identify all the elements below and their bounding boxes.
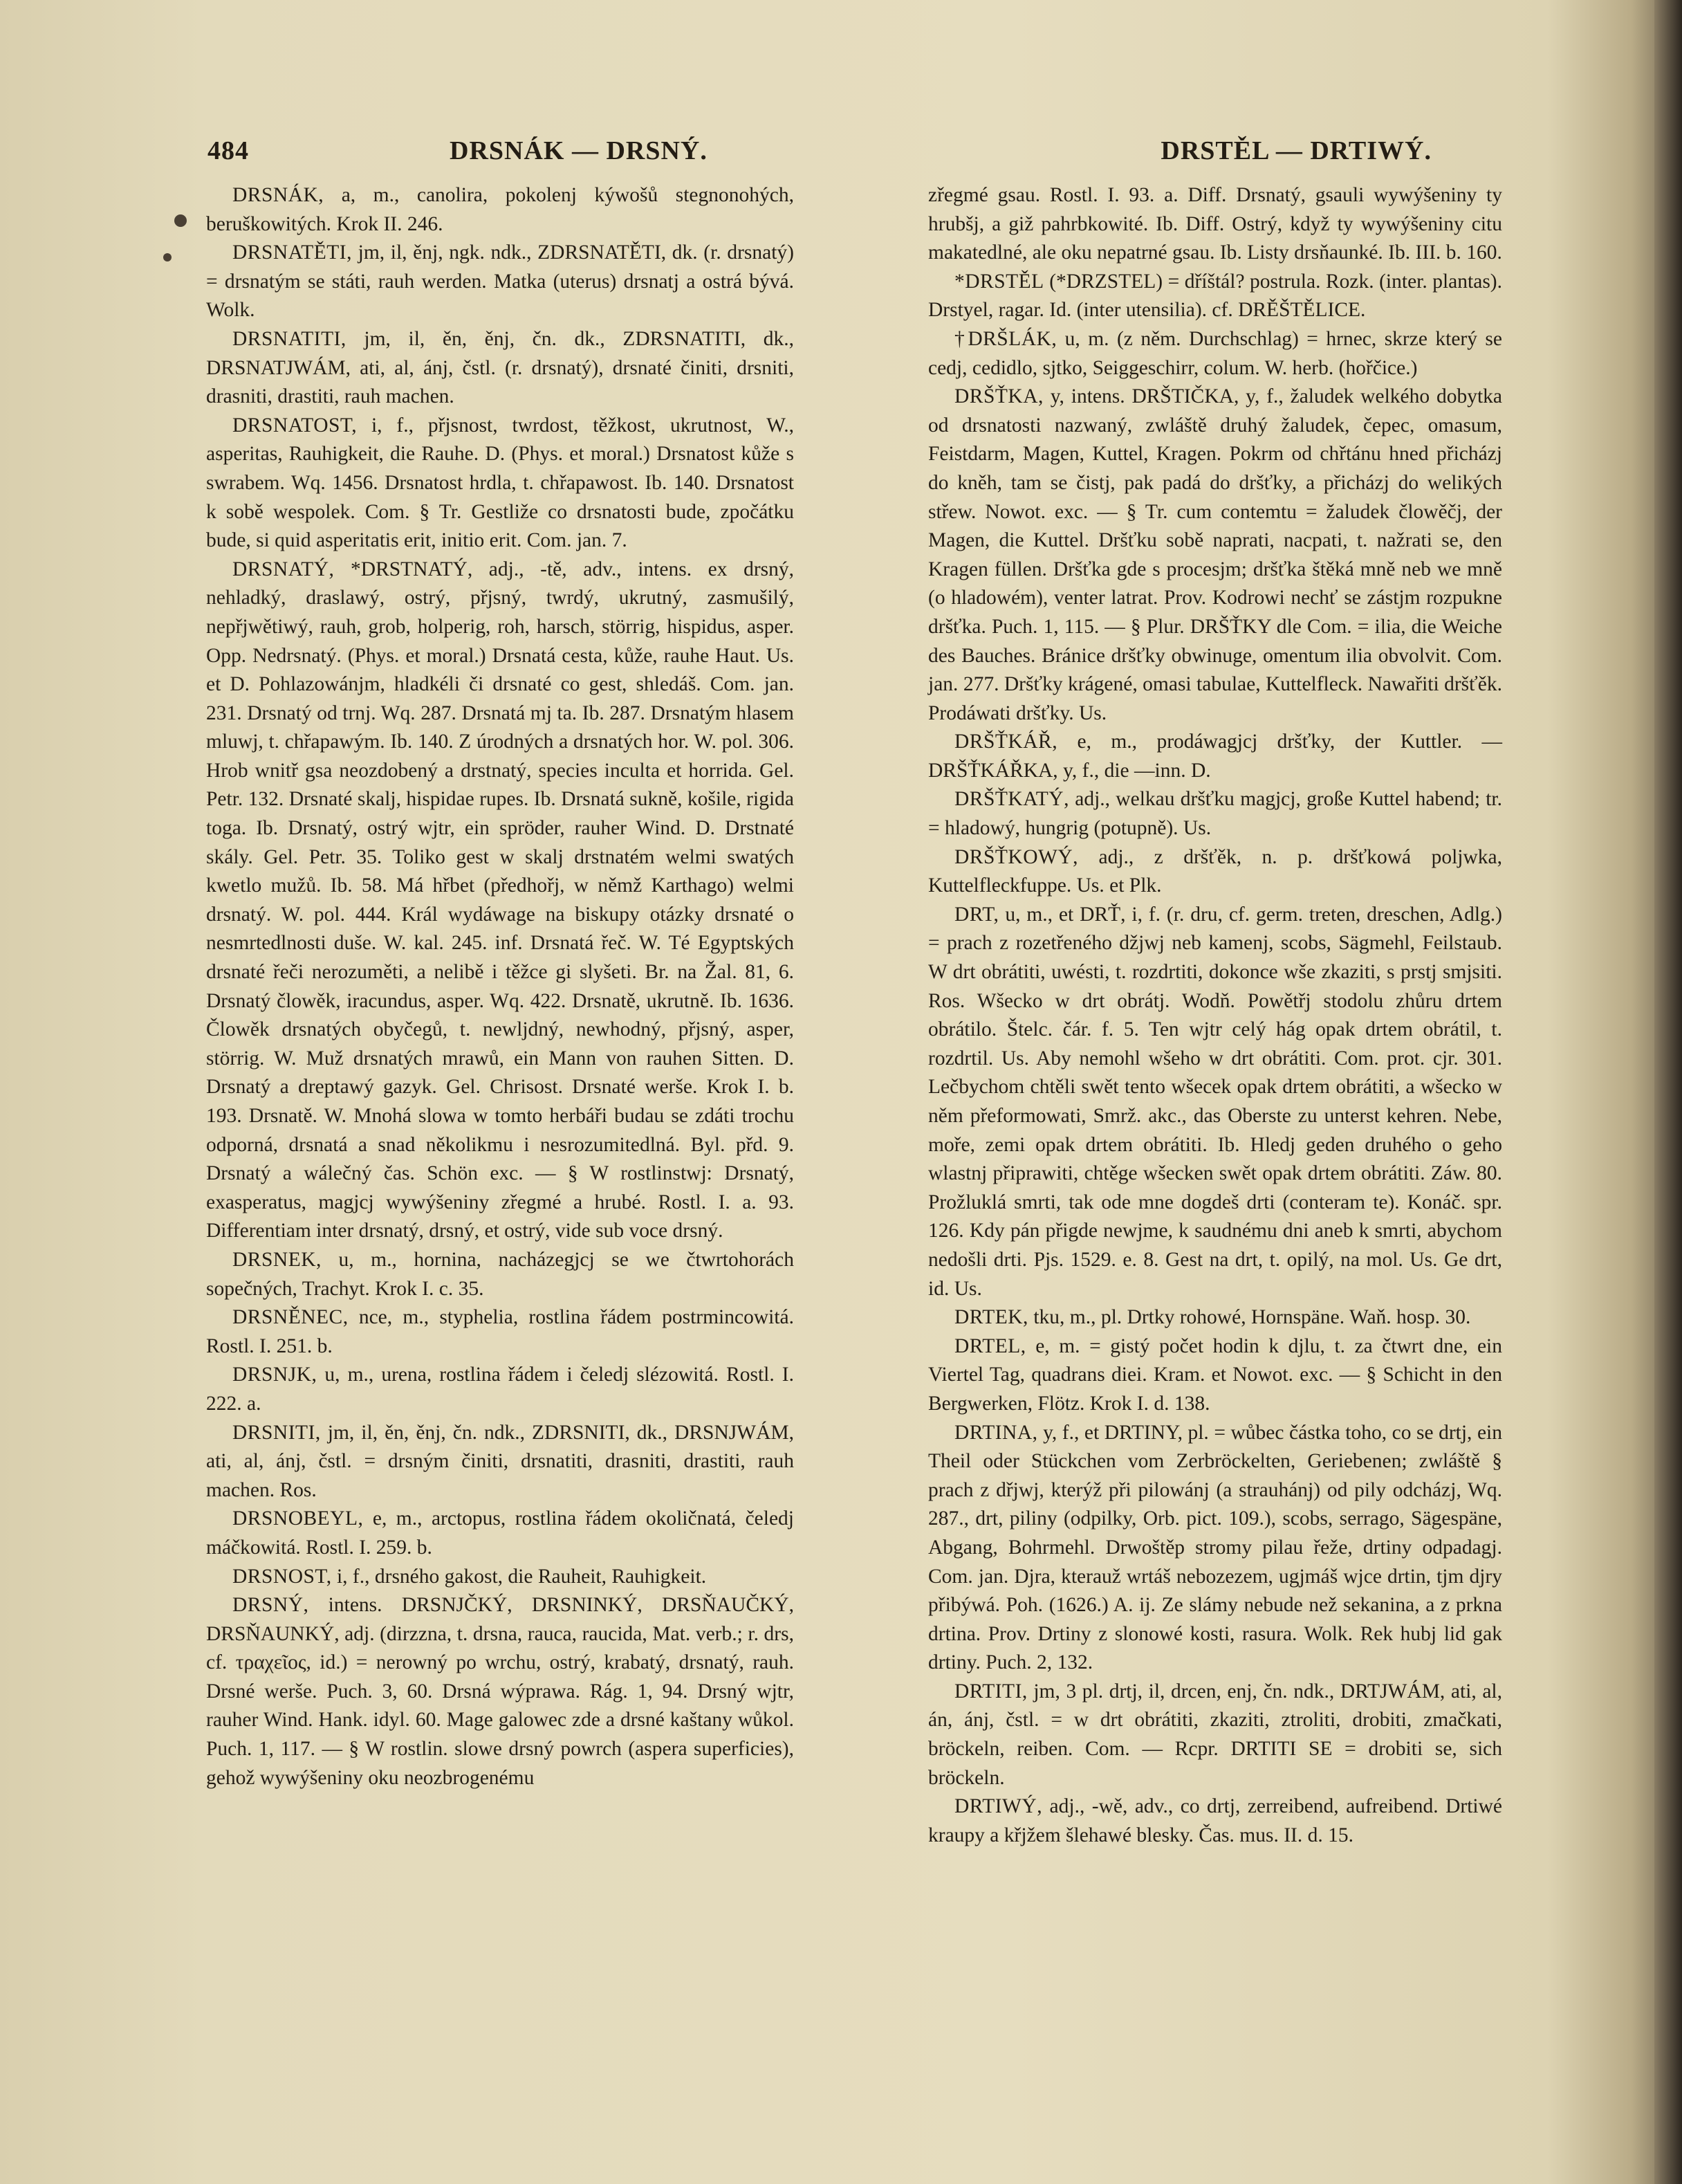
entry-definition: e, m., arctopus, rostlina řádem okoličnatá, čeledj máčkowitá. Rostl. I. 259. b.	[206, 1507, 794, 1559]
dictionary-entry	[928, 383, 1502, 728]
entry-headword: DRTIWÝ,	[954, 1795, 1043, 1818]
entry-headword: DRSNITI,	[232, 1421, 321, 1444]
ink-blot	[174, 214, 187, 227]
entry-headword: DRSNOBEYL,	[232, 1507, 364, 1530]
dictionary-entry	[206, 556, 794, 1246]
page-header	[207, 136, 1432, 170]
dictionary-entry	[206, 1303, 794, 1361]
entry-headword: DRSNATOST,	[232, 414, 358, 437]
dictionary-entry	[928, 728, 1502, 785]
entry-definition: jm, il, ěnj, ngk. ndk., ZDRSNATĚTI, dk. (r. drsnatý) = drsnatým se státi, rauh werden. Matka (uterus) drsnatj a ostrá bývá. Wolk.	[206, 241, 794, 322]
dictionary-entry	[928, 268, 1502, 325]
entry-headword: DRT,	[954, 903, 999, 926]
dictionary-entry	[206, 412, 794, 556]
entry-headword: DRŠŤKA,	[954, 385, 1044, 408]
entry-definition: u, m., urena, rostlina řádem i čeledj slézowitá. Rostl. I. 222. a.	[206, 1364, 794, 1415]
dictionary-entry	[206, 1505, 794, 1562]
entry-definition: adj., welkau dršťku magjcj, große Kuttel habend; tr. = hladowý, hungrig (potupně). Us.	[928, 788, 1502, 840]
entry-headword: DRSNATÝ,	[232, 558, 335, 580]
entry-definition: jm, 3 pl. drtj, il, drcen, enj, čn. ndk., DRTJWÁM, ati, al, án, ánj, čstl. = w drt obrátiti, zkaziti, ztroliti, drobiti, zmačkati, bröckeln, reiben. Com. — Rcpr. DRTITI SE = drobiti se, sich bröckeln.	[928, 1680, 1502, 1789]
dictionary-entry	[928, 325, 1502, 383]
entry-headword: DRTINA,	[954, 1421, 1038, 1444]
entry-headword: DRSNÝ,	[232, 1594, 309, 1617]
entry-headword: DRSNATITI,	[232, 327, 346, 350]
entry-definition: (*DRZSTEL) = dříštál? postrula. Rozk. (inter. plantas). Drstyel, ragar. Id. (inter utensilia). cf. DRĚŠTĚLICE.	[928, 270, 1502, 322]
entry-definition: tku, m., pl. Drtky rohowé, Hornspäne. Waň. hosp. 30.	[1028, 1306, 1471, 1329]
dictionary-entry	[206, 1563, 794, 1592]
dictionary-entry	[928, 1419, 1502, 1678]
entry-definition: y, intens. DRŠTIČKA, y, f., žaludek welkého dobytka od drsnatosti nazwaný, zwláště druhý žaludek, čepec, omasum, Feistdarm, Magen, Kuttel, Kragen. Pokrm od chřtánu hned přicházj do kněh, tam se čistj, pak padá do dršťky, a přicházj do welikých střew. Nowot. exc. — § Tr. cum contemtu = žaludek člowěčj, der Magen, die Kuttel. Dršťku sobě naprati, nacpati, t. nažrati se, den Kragen füllen. Dršťka gde s procesjm; dršťka štěká mně neb we mně (o hladowém), venter latrat. Prov. Kodrowi nechť se zástjm rozpukne dršťka. Puch. 1, 115. — § Plur. DRŠŤKY dle Com. = ilia, die Weiche des Bauches. Bránice dršťky obwinuge, omentum ilia obvolvit. Com. jan. 277. Dršťky krágené, omasi tabulae, Kuttelfleck. Nawařiti dršťěk. Prodáwati dršťky. Us.	[928, 385, 1502, 724]
right-column	[928, 181, 1502, 1850]
entry-headword: †DRŠLÁK,	[954, 327, 1057, 350]
entry-definition: adj., -wě, adv., co drtj, zerreibend, aufreibend. Drtiwé kraupy a křjžem šlehawé blesky. Čas. mus. II. d. 15.	[928, 1795, 1502, 1846]
entry-definition: zřegmé gsau. Rostl. I. 93. a. Diff. Drsnatý, gsauli wywýšeniny ty hrubšj, a giž pahrbkowité. Ib. Diff. Ostrý, když ty wywýšeniny citu makatedlné, ale oku nepatrné gsau. Ib. Listy drsňaunké. Ib. III. b. 160.	[928, 184, 1502, 264]
dictionary-entry	[206, 239, 794, 325]
dictionary-entry	[206, 325, 794, 412]
right-running-head: DRSTĚL — DRTIWÝ.	[1161, 136, 1432, 165]
dictionary-entry	[928, 1792, 1502, 1850]
entry-definition: jm, il, ěn, ěnj, čn. dk., ZDRSNATITI, dk., DRSNATJWÁM, ati, al, ánj, čstl. (r. drsnatý), drsnaté činiti, drsniti, drasniti, drastiti, rauh machen.	[206, 327, 794, 408]
entry-headword: DRŠŤKÁŘ,	[954, 731, 1058, 753]
page-number: 484	[207, 136, 249, 165]
entry-definition: e, m., prodáwagjcj dršťky, der Kuttler. — DRŠŤKÁŘKA, y, f., die —inn. D.	[928, 731, 1502, 782]
entry-headword: DRŠŤKOWÝ,	[954, 845, 1079, 868]
entry-headword: DRSNJK,	[232, 1364, 317, 1386]
dictionary-entry	[206, 181, 794, 239]
dictionary-entry	[206, 1361, 794, 1418]
entry-definition: a, m., canolira, pokolenj kýwošů stegnonohých, beruškowitých. Krok II. 246.	[206, 184, 794, 235]
dictionary-entry	[206, 1591, 794, 1792]
dictionary-entry	[928, 785, 1502, 843]
entry-definition: u, m., et DRŤ, i, f. (r. dru, cf. germ. treten, dreschen, Adlg.) = prach z rozetřeného džjwj neb kamenj, scobs, Sägmehl, Feilstaub. W drt obrátiti, uwésti, t. rozdrtiti, dokonce wše zkaziti, s prstj smjsiti. Ros. Wšecko w drt obrátj. Wodň. Powětřj stodolu zhůru drtem obrátilo. Štelc. čár. f. 5. Ten wjtr celý hág opak drtem obrátil, t. rozdrtil. Us. Aby nemohl wšeho w drt obrátiti. Com. prot. cjr. 301. Lečbychom chtěli swět tento wšecek opak drtem obrátiti, a wšecko w něm přeformowati, Smrž. akc., das Oberste zu unterst kehren. Nebe, moře, zemi opak drtem obrátiti. Ib. Hledj geden druhého o geho wlastnj připrawiti, chtěge wšecken swět opak drtem obrátiti. Záw. 80. Prožluklá smrti, tak ode mne dogdeš drti (conteram te). Konáč. spr. 126. Kdy pán přigde newjme, k saudnému dni aneb k smrti, abychom nedošli drti. Pjs. 1529. e. 8. Gest na drt, t. opilý, na mol. Us. Ge drt, id. Us.	[928, 903, 1502, 1300]
dictionary-entry	[928, 901, 1502, 1303]
entry-definition: jm, il, ěn, ěnj, čn. ndk., ZDRSNITI, dk., DRSNJWÁM, ati, al, ánj, čstl. = drsným činiti, drsnatiti, drasniti, drastiti, rauh machen. Ros.	[206, 1421, 794, 1501]
entry-headword: DRSNATĚTI,	[232, 241, 352, 264]
entry-headword: DRSNEK,	[232, 1248, 322, 1271]
dictionary-entry	[928, 181, 1502, 268]
entry-headword: DRTEL,	[954, 1334, 1026, 1357]
dictionary-entry	[206, 1419, 794, 1505]
dictionary-entry	[928, 843, 1502, 901]
dictionary-entry	[928, 1303, 1502, 1332]
entry-headword: DRŠŤKATÝ,	[954, 788, 1069, 811]
entry-definition: i, f., přjsnost, twrdost, těžkost, ukrutnost, W., asperitas, Rauhigkeit, die Rauhe. D. (Phys. et moral.) Drsnatost kůže s swrabem. Wq. 1456. Drsnatost hrdla, t. chřapawost. Ib. 140. Drsnatost k sobě wespolek. Com. § Tr. Gestliže co drsnatosti bude, zpočátku bude, si quid asperitatis erit, initio erit. Com. jan. 7.	[206, 414, 794, 552]
entry-definition: *DRSTNATÝ, adj., -tě, adv., intens. ex drsný, nehladký, draslawý, ostrý, přjsný, twrdý, ukrutný, zasmušilý, nepřjwětiwý, rauh, grob, holperig, roh, harsch, störrig, hispidus, asper. Opp. Nedrsnatý. (Phys. et moral.) Drsnatá cesta, kůže, rauhe Haut. Us. et D. Pohlazowánjm, hladkéli či drsnaté co gest, shledáš. Com. jan. 231. Drsnatý od trnj. Wq. 287. Drsnatá mj ta. Ib. 287. Drsnatým hlasem mluwj, t. chřapawým. Ib. 140. Z úrodných a drsnatých hor. W. pol. 306. Hrob wnitř gsa neozdobený a drstnatý, species inculta et horrida. Gel. Petr. 132. Drsnaté skalj, hispidae rupes. Ib. Drsnatá sukně, košile, rigida toga. Ib. Drsnatý, ostrý wjtr, ein spröder, rauher Wind. D. Drstnaté skály. Gel. Petr. 35. Toliko gest w skalj drstnatém welmi swatých kwetlo mužů. Ib. 58. Má hřbet (předhořj, w němž Karthago) welmi drsnatý. W. pol. 444. Král wydáwage na biskupy otázky drsnaté o nesmrtedlnosti duše. W. kal. 245. inf. Drsnatá řeč. W. Té Egyptských drsnaté řeči nerozuměti, a nelibě i těžce gi slyšeti. Br. na Žal. 81, 6. Drsnatý člowěk, iracundus, asper. Wq. 422. Drsnatě, ukrutně. Ib. 1636. Člowěk drsnatých obyčegů, t. newljdný, newhodný, přjsný, asper, störrig. W. Muž drsnatých mrawů, ein Mann von rauhen Sitten. D. Drsnatý a dreptawý gazyk. Gel. Chrisost. Drsnaté werše. Krok I. b. 193. Drsnatě. W. Mnohá slowa w tomto herbáři budau se zdáti trochu odporná, drsnatá a snad několikmu i nesrozumitedlná. Byl. přd. 9. Drsnatý a wálečný čas. Schön exc. — § W rostlinstwj: Drsnatý, exasperatus, magjcj wywýšeniny zřegmé a hrubé. Rostl. I. a. 93. Differentiam inter drsnatý, drsný, et ostrý, vide sub voce drsný.	[206, 558, 794, 1242]
book-spine-edge	[1654, 0, 1682, 2184]
entry-definition: nce, m., styphelia, rostlina řádem postrmincowitá. Rostl. I. 251. b.	[206, 1306, 794, 1357]
left-running-head: DRSNÁK — DRSNÝ.	[450, 136, 708, 165]
dictionary-entry	[206, 1246, 794, 1303]
entry-headword: *DRSTĚL	[954, 270, 1044, 293]
entry-headword: DRTITI,	[954, 1680, 1028, 1703]
entry-definition: u, m., hornina, nacházegjcj se we čtwrtohorách sopečných, Trachyt. Krok I. c. 35.	[206, 1248, 794, 1300]
entry-headword: DRSNÁK,	[232, 184, 324, 206]
left-column	[206, 181, 794, 1792]
entry-definition: intens. DRSNJČKÝ, DRSNINKÝ, DRSŇAUČKÝ, DRSŇAUNKÝ, adj. (dirzzna, t. drsna, rauca, raucida, Mat. verb.; r. drs, cf. τραχεῖος, id.) = nerowný po wrchu, ostrý, krabatý, drsnatý, rauh. Drsné werše. Puch. 3, 60. Drsná wýprawa. Rág. 1, 94. Drsný wjtr, rauher Wind. Hank. idyl. 60. Mage galowec zde a drsné kaštany wůkol. Puch. 1, 117. — § W rostlin. slowe drsný powrch (aspera superficies), gehož wywýšeniny oku neozbrogenému	[206, 1594, 794, 1789]
entry-definition: i, f., drsného gakost, die Rauheit, Rauhigkeit.	[331, 1565, 707, 1588]
entry-definition: y, f., et DRTINY, pl. = wůbec částka toho, co se drtj, ein Theil oder Stückchen vom Zerbröckelten, Geriebenen; zwláště § prach z dřjwj, kterýž při pilowánj (a strauhánj) od pily odcházj, Wq. 287., drt, piliny (odpilky, Orb. pict. 109.), scobs, serrago, Sägespäne, Abgang, Bohrmehl. Drwoštěp stromy pilau řeže, drtiny odpadagj. Com. jan. Djra, kterauž wrtáš nebozezem, ugjmáš wjce drtin, tjm djry přibýwá. Poh. (1626.) A. ij. Ze slámy nebude než sekanina, a z prkna drtina. Prov. Drtiny z slonowé kosti, rasura. Wolk. Rek hubj lid gak drtiny. Puch. 2, 132.	[928, 1421, 1502, 1674]
entry-headword: DRSNĚNEC,	[232, 1306, 349, 1329]
dictionary-entry	[928, 1678, 1502, 1792]
entry-headword: DRSNOST,	[232, 1565, 332, 1588]
entry-definition: u, m. (z něm. Durchschlag) = hrnec, skrze který se cedj, cedidlo, sjtko, Seiggeschirr, colum. W. herb. (hořčice.)	[928, 327, 1503, 379]
entry-definition: e, m. = gistý počet hodin k djlu, t. za čtwrt dne, ein Viertel Tag, quadrans diei. Kram. et Nowot. exc. — § Schicht in den Bergwerken, Flötz. Krok I. d. 138.	[928, 1334, 1502, 1415]
ink-blot	[163, 253, 172, 261]
dictionary-entry	[928, 1332, 1502, 1419]
entry-definition: adj., z dršťěk, n. p. dršťkowá poljwka, Kuttelfleckfuppe. Us. et Plk.	[928, 845, 1502, 897]
entry-headword: DRTEK,	[954, 1306, 1028, 1329]
